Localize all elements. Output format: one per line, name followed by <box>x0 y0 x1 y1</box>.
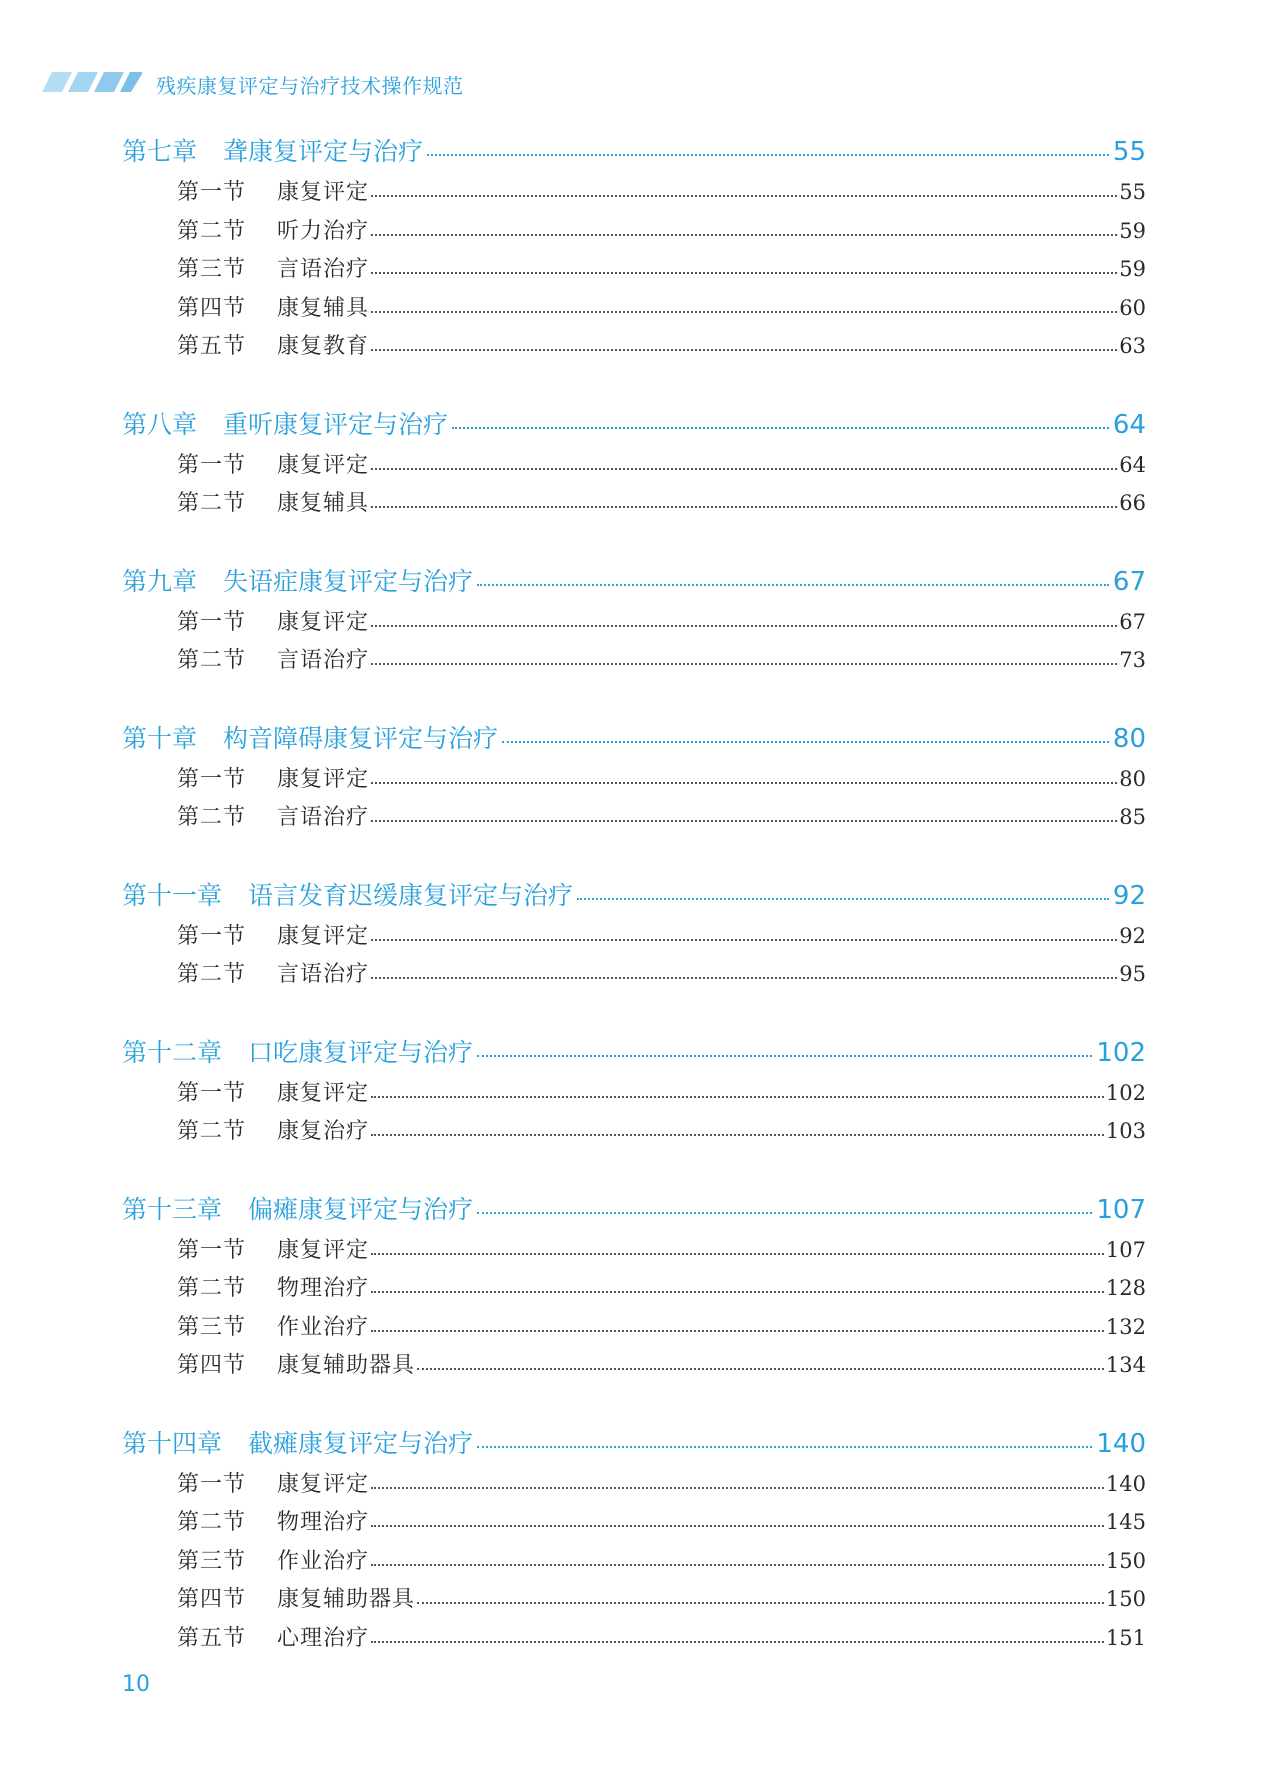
dot-leader <box>477 1055 1092 1057</box>
chapter-page-number: 55 <box>1112 137 1146 167</box>
section-number: 第五节 <box>177 1625 247 1651</box>
dot-leader <box>371 625 1117 627</box>
toc-section-entry[interactable] <box>122 798 1146 837</box>
chapter-title: 截瘫康复评定与治疗 <box>248 1428 474 1458</box>
section-title: 作业治疗 <box>277 1548 370 1574</box>
section-number: 第三节 <box>177 257 247 282</box>
dot-leader <box>371 506 1117 508</box>
toc-section-entry[interactable] <box>122 173 1146 212</box>
dot-leader <box>371 311 1117 313</box>
toc-chapter-entry[interactable] <box>122 1189 1146 1231</box>
chapter-page-number: 92 <box>1112 880 1146 911</box>
dot-leader <box>417 1602 1104 1604</box>
dot-leader <box>371 468 1117 470</box>
running-header-title: 残疾康复评定与治疗技术操作规范 <box>156 74 464 98</box>
toc-section-entry[interactable] <box>122 955 1146 994</box>
toc-section-entry[interactable] <box>122 1465 1146 1504</box>
section-number: 第四节 <box>177 295 247 321</box>
section-number: 第二节 <box>177 962 247 987</box>
section-title: 康复评定 <box>277 766 370 792</box>
section-page-number: 102 <box>1105 1080 1146 1105</box>
section-title: 康复教育 <box>277 334 370 359</box>
toc-section-entry[interactable] <box>122 603 1146 642</box>
toc-section-entry[interactable] <box>122 446 1146 485</box>
section-number: 第二节 <box>177 1276 247 1301</box>
toc-section-entry[interactable] <box>122 1231 1146 1270</box>
dot-leader <box>452 427 1109 429</box>
section-number: 第一节 <box>177 1080 247 1106</box>
section-title: 康复评定 <box>277 609 370 635</box>
chapter-block <box>122 718 1146 837</box>
section-page-number: 92 <box>1119 923 1146 948</box>
section-title: 言语治疗 <box>277 962 370 987</box>
chapter-block <box>122 1032 1146 1151</box>
toc-chapter-entry[interactable] <box>122 718 1146 760</box>
header-stripes-decoration <box>42 72 142 92</box>
chapter-title: 失语症康复评定与治疗 <box>223 566 474 596</box>
chapter-page-number: 140 <box>1096 1428 1146 1459</box>
toc-section-entry[interactable] <box>122 212 1146 251</box>
dot-leader <box>371 1641 1104 1643</box>
toc-section-entry[interactable] <box>122 1503 1146 1542</box>
dot-leader <box>371 1096 1104 1098</box>
toc-chapter-entry[interactable] <box>122 131 1146 173</box>
toc-section-entry[interactable] <box>122 1112 1146 1151</box>
section-page-number: 103 <box>1105 1119 1146 1143</box>
chapter-block <box>122 875 1146 994</box>
section-page-number: 60 <box>1119 295 1146 320</box>
page-number: 10 <box>122 1672 150 1697</box>
section-page-number: 132 <box>1105 1314 1146 1339</box>
section-number: 第一节 <box>177 1471 247 1497</box>
section-title: 康复评定 <box>277 180 370 205</box>
toc-section-entry[interactable] <box>122 1308 1146 1347</box>
dot-leader <box>371 349 1117 351</box>
section-title: 物理治疗 <box>277 1510 370 1535</box>
section-number: 第三节 <box>177 1314 247 1340</box>
toc-section-entry[interactable] <box>122 289 1146 328</box>
dot-leader <box>371 1291 1104 1293</box>
section-title: 康复治疗 <box>277 1119 370 1144</box>
dot-leader <box>477 584 1109 586</box>
toc-section-entry[interactable] <box>122 484 1146 523</box>
section-page-number: 66 <box>1119 491 1146 515</box>
section-number: 第一节 <box>177 1237 247 1263</box>
section-number: 第一节 <box>177 452 247 478</box>
section-page-number: 145 <box>1105 1510 1146 1534</box>
section-number: 第一节 <box>177 180 247 205</box>
section-title: 康复辅助器具 <box>277 1587 416 1612</box>
chapter-number: 第十章 <box>122 723 198 753</box>
dot-leader <box>417 1368 1104 1370</box>
chapter-number: 第十一章 <box>122 880 223 910</box>
chapter-number: 第九章 <box>122 566 198 596</box>
dot-leader <box>427 154 1109 156</box>
chapter-title: 口吃康复评定与治疗 <box>248 1037 474 1067</box>
section-title: 康复辅具 <box>277 491 370 516</box>
chapter-page-number: 64 <box>1112 409 1146 440</box>
chapter-title: 偏瘫康复评定与治疗 <box>248 1194 474 1224</box>
section-page-number: 150 <box>1105 1587 1146 1611</box>
toc-section-entry[interactable] <box>122 250 1146 289</box>
toc-chapter-entry[interactable] <box>122 404 1146 446</box>
section-page-number: 150 <box>1105 1548 1146 1573</box>
dot-leader <box>371 820 1117 822</box>
chapter-number: 第八章 <box>122 409 198 439</box>
section-number: 第一节 <box>177 609 247 635</box>
section-number: 第三节 <box>177 1548 247 1574</box>
chapter-block <box>122 561 1146 680</box>
toc-section-entry[interactable] <box>122 327 1146 366</box>
dot-leader <box>371 782 1117 784</box>
section-title: 言语治疗 <box>277 805 370 830</box>
toc-section-entry[interactable] <box>122 1074 1146 1113</box>
chapter-page-number: 80 <box>1112 723 1146 754</box>
toc-section-entry[interactable] <box>122 1580 1146 1619</box>
toc-chapter-entry[interactable] <box>122 1032 1146 1074</box>
section-page-number: 67 <box>1119 609 1146 634</box>
section-number: 第二节 <box>177 1119 247 1144</box>
section-title: 康复辅助器具 <box>277 1353 416 1378</box>
section-page-number: 134 <box>1105 1353 1146 1377</box>
section-page-number: 59 <box>1119 218 1146 243</box>
section-page-number: 95 <box>1119 962 1146 986</box>
toc-section-entry[interactable] <box>122 641 1146 680</box>
toc-section-entry[interactable] <box>122 917 1146 956</box>
chapter-number: 第十三章 <box>122 1194 223 1224</box>
chapter-title: 聋康复评定与治疗 <box>223 137 424 166</box>
dot-leader <box>371 234 1117 236</box>
chapter-page-number: 67 <box>1112 566 1146 597</box>
section-number: 第二节 <box>177 218 247 244</box>
section-title: 作业治疗 <box>277 1314 370 1340</box>
dot-leader <box>371 195 1117 197</box>
toc-chapter-entry[interactable] <box>122 875 1146 917</box>
section-page-number: 107 <box>1105 1237 1146 1262</box>
section-number: 第四节 <box>177 1587 247 1612</box>
chapter-number: 第七章 <box>122 137 198 166</box>
dot-leader <box>502 741 1109 743</box>
section-page-number: 73 <box>1119 648 1146 672</box>
section-number: 第四节 <box>177 1353 247 1378</box>
section-number: 第一节 <box>177 766 247 792</box>
dot-leader <box>371 663 1117 665</box>
chapter-title: 重听康复评定与治疗 <box>223 409 449 439</box>
dot-leader <box>371 1487 1104 1489</box>
toc-section-entry[interactable] <box>122 1269 1146 1308</box>
chapter-number: 第十二章 <box>122 1037 223 1067</box>
section-title: 心理治疗 <box>277 1625 370 1651</box>
dot-leader <box>577 898 1109 900</box>
section-number: 第二节 <box>177 648 247 673</box>
section-page-number: 151 <box>1105 1625 1146 1650</box>
dot-leader <box>371 1525 1104 1527</box>
chapter-page-number: 102 <box>1096 1037 1146 1068</box>
section-number: 第二节 <box>177 1510 247 1535</box>
dot-leader <box>371 1253 1104 1255</box>
dot-leader <box>371 939 1117 941</box>
chapter-block <box>122 404 1146 523</box>
section-number: 第二节 <box>177 805 247 830</box>
section-page-number: 85 <box>1119 805 1146 829</box>
toc-chapter-entry[interactable] <box>122 561 1146 603</box>
chapter-page-number: 107 <box>1096 1194 1146 1225</box>
dot-leader <box>477 1446 1092 1448</box>
section-title: 言语治疗 <box>277 648 370 673</box>
section-title: 康复辅具 <box>277 295 370 321</box>
section-title: 听力治疗 <box>277 218 370 244</box>
section-number: 第五节 <box>177 334 247 359</box>
section-page-number: 59 <box>1119 257 1146 281</box>
toc-section-entry[interactable] <box>122 1346 1146 1385</box>
section-number: 第二节 <box>177 491 247 516</box>
chapter-number: 第十四章 <box>122 1428 223 1458</box>
running-header <box>0 0 1280 120</box>
dot-leader <box>371 1330 1104 1332</box>
chapter-block <box>122 1189 1146 1385</box>
toc-section-entry[interactable] <box>122 1619 1146 1658</box>
section-page-number: 55 <box>1119 180 1146 204</box>
section-page-number: 128 <box>1105 1276 1146 1300</box>
section-page-number: 63 <box>1119 334 1146 358</box>
toc-chapter-entry[interactable] <box>122 1423 1146 1465</box>
chapter-block <box>122 131 1146 366</box>
section-title: 言语治疗 <box>277 257 370 282</box>
toc-section-entry[interactable] <box>122 1542 1146 1581</box>
section-page-number: 140 <box>1105 1471 1146 1496</box>
toc-section-entry[interactable] <box>122 760 1146 799</box>
chapter-title: 语言发育迟缓康复评定与治疗 <box>248 880 574 910</box>
section-page-number: 64 <box>1119 452 1146 477</box>
section-title: 康复评定 <box>277 452 370 478</box>
dot-leader <box>371 1564 1104 1566</box>
dot-leader <box>371 977 1117 979</box>
section-title: 康复评定 <box>277 1080 370 1106</box>
section-page-number: 80 <box>1119 766 1146 791</box>
dot-leader <box>371 1134 1104 1136</box>
chapter-block <box>122 1423 1146 1658</box>
section-title: 康复评定 <box>277 1237 370 1263</box>
table-of-contents <box>122 131 1146 1695</box>
section-title: 康复评定 <box>277 1471 370 1497</box>
section-title: 物理治疗 <box>277 1276 370 1301</box>
dot-leader <box>371 272 1117 274</box>
dot-leader <box>477 1212 1092 1214</box>
section-title: 康复评定 <box>277 923 370 949</box>
chapter-title: 构音障碍康复评定与治疗 <box>223 723 499 753</box>
section-number: 第一节 <box>177 923 247 949</box>
